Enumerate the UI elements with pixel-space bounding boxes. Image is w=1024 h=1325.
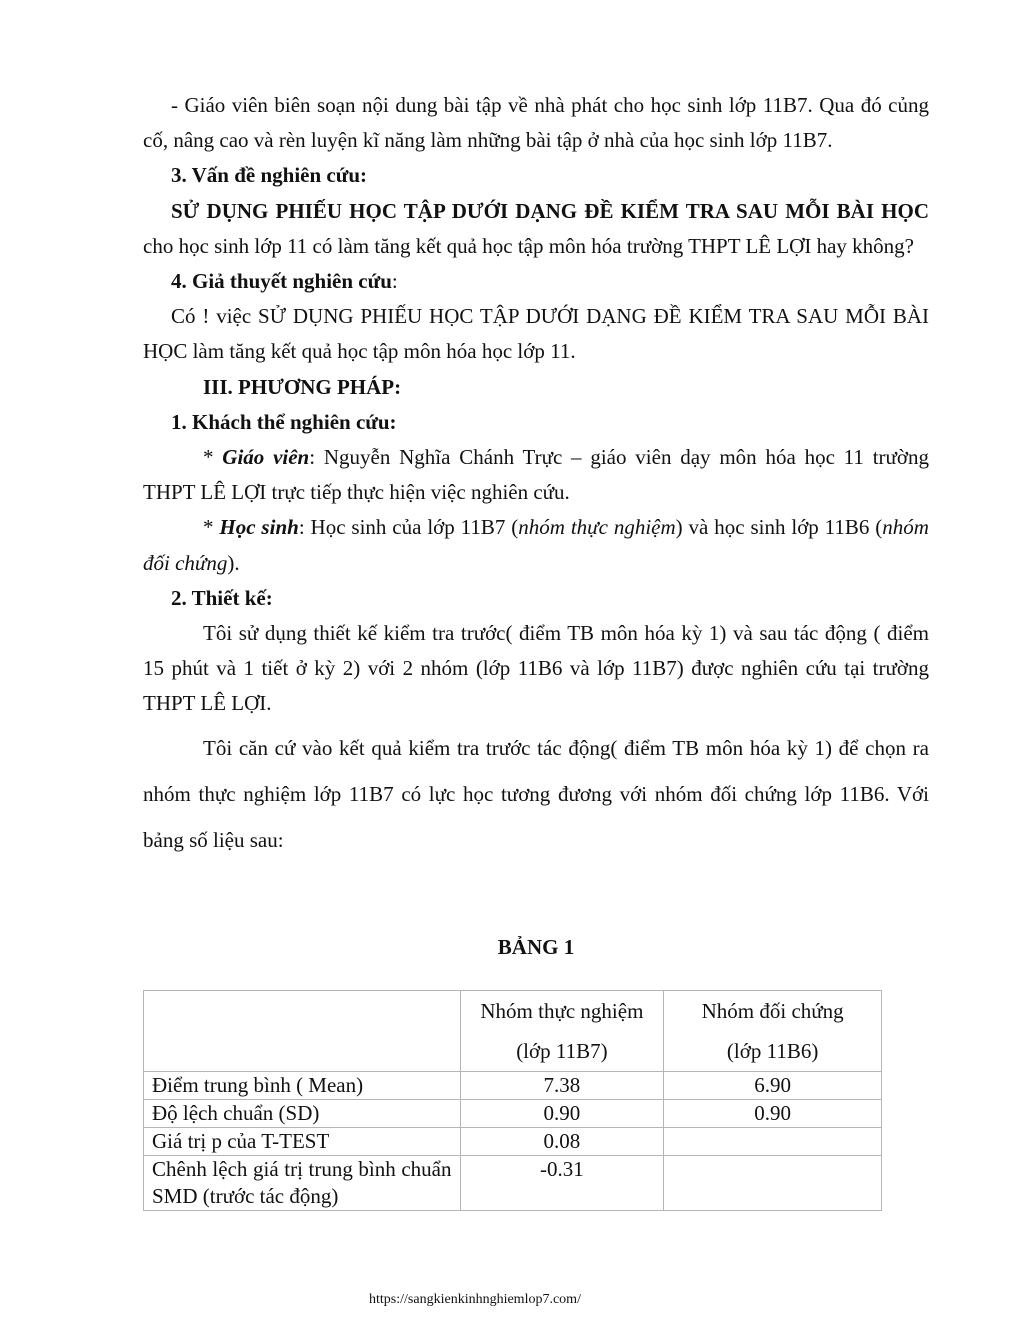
research-problem-bold: SỬ DỤNG PHIẾU HỌC TẬP DƯỚI DẠNG ĐỀ KIỂM TRA SAU MỖI BÀI HỌC: [171, 198, 929, 223]
control-group: nhóm đối chứng: [143, 515, 929, 575]
header-experimental-line1: Nhóm thực nghiệm: [480, 999, 644, 1023]
students-text-2: ) và học sinh lớp 11B6 (: [675, 515, 883, 540]
teacher-text: : Nguyễn Nghĩa Chánh Trực – giáo viên dạy môn hóa học 11 trường THPT LÊ LỢI trực tiếp thực hiện việc nghiên cứu.: [143, 445, 930, 505]
row-value-experimental: -0.31: [460, 1156, 664, 1211]
experimental-group: nhóm thực nghiệm: [518, 515, 676, 540]
heading-subjects: 1. Khách thể nghiên cứu:: [171, 409, 397, 434]
header-control-line1: Nhóm đối chứng: [701, 999, 844, 1023]
footer-url: https://sangkienkinhnghiemlop7.com/: [369, 1292, 581, 1307]
table-row: [144, 1072, 882, 1100]
row-label: Giá trị p của T-TEST: [144, 1128, 461, 1156]
paragraph-research-problem: [143, 194, 929, 264]
hypothesis-label: 4. Giả thuyết nghiên cứu: [171, 269, 392, 294]
header-control: [664, 991, 882, 1072]
header-control-line2: (lớp 11B6): [726, 1039, 819, 1063]
paragraph-selection: Tôi căn cứ vào kết quả kiểm tra trước tác động( điểm TB môn hóa kỳ 1) để chọn ra nhóm thực nghiệm lớp 11B7 có lực học tương đương với nhóm đối chứng lớp 11B6. Với bảng số liệu sau:: [143, 735, 929, 852]
row-value-experimental: 0.08: [460, 1128, 664, 1156]
table-row: [144, 1128, 882, 1156]
heading-hypothesis: [143, 264, 929, 299]
students-text-1: : Học sinh của lớp 11B7 (: [298, 515, 519, 540]
header-experimental-line2: (lớp 11B7): [516, 1039, 608, 1063]
paragraph-teacher-homework: - Giáo viên biên soạn nội dung bài tập về nhà phát cho học sinh lớp 11B7. Qua đó củng cố, nâng cao và rèn luyện kĩ năng làm những bài tập ở nhà của học sinh lớp 11B7.: [143, 93, 929, 153]
students-text-3: ).: [227, 550, 240, 575]
paragraph-design: Tôi sử dụng thiết kế kiểm tra trước( điểm TB môn hóa kỳ 1) và sau tác động ( điểm 15 phút và 1 tiết ở kỳ 2) với 2 nhóm (lớp 11B6 và lớp 11B7) được nghiên cứu tại trường THPT LÊ LỢI.: [143, 621, 929, 716]
table-title: BẢNG 1: [497, 935, 575, 959]
students-label: Học sinh: [219, 515, 299, 540]
row-value-control: 6.90: [664, 1072, 882, 1100]
heading-design: 2. Thiết kế:: [171, 585, 273, 610]
table-row: [144, 1156, 882, 1211]
table-row: [144, 1100, 882, 1128]
students-bullet: *: [203, 515, 220, 540]
heading-research-problem: 3. Vấn đề nghiên cứu:: [171, 163, 368, 188]
teacher-label: Giáo viên: [222, 445, 310, 470]
hypothesis-colon: :: [391, 269, 398, 294]
research-problem-rest: cho học sinh lớp 11 có làm tăng kết quả học tập môn hóa trường THPT LÊ LỢI hay không?: [143, 233, 914, 258]
row-value-experimental: 0.90: [460, 1100, 664, 1128]
paragraph-hypothesis: Có ! việc SỬ DỤNG PHIẾU HỌC TẬP DƯỚI DẠNG ĐỀ KIỂM TRA SAU MỖI BÀI HỌC làm tăng kết quả học tập môn hóa học lớp 11.: [143, 304, 929, 364]
header-experimental: [460, 991, 664, 1072]
header-empty-cell: [144, 991, 461, 1072]
row-label: Điểm trung bình ( Mean): [144, 1072, 461, 1100]
row-value-control: [664, 1156, 882, 1211]
row-label: Độ lệch chuẩn (SD): [144, 1100, 461, 1128]
row-value-control: 0.90: [664, 1100, 882, 1128]
data-table: [143, 990, 882, 1211]
row-label: Chênh lệch giá trị trung bình chuẩn SMD (trước tác động): [144, 1156, 461, 1211]
row-value-control: [664, 1128, 882, 1156]
paragraph-teacher: [143, 440, 929, 510]
teacher-bullet: *: [203, 445, 223, 470]
row-value-experimental: 7.38: [460, 1072, 664, 1100]
document-body: [143, 88, 929, 863]
heading-method: III. PHƯƠNG PHÁP:: [203, 374, 402, 399]
paragraph-students: [143, 510, 929, 580]
table-header-row: [144, 991, 882, 1072]
